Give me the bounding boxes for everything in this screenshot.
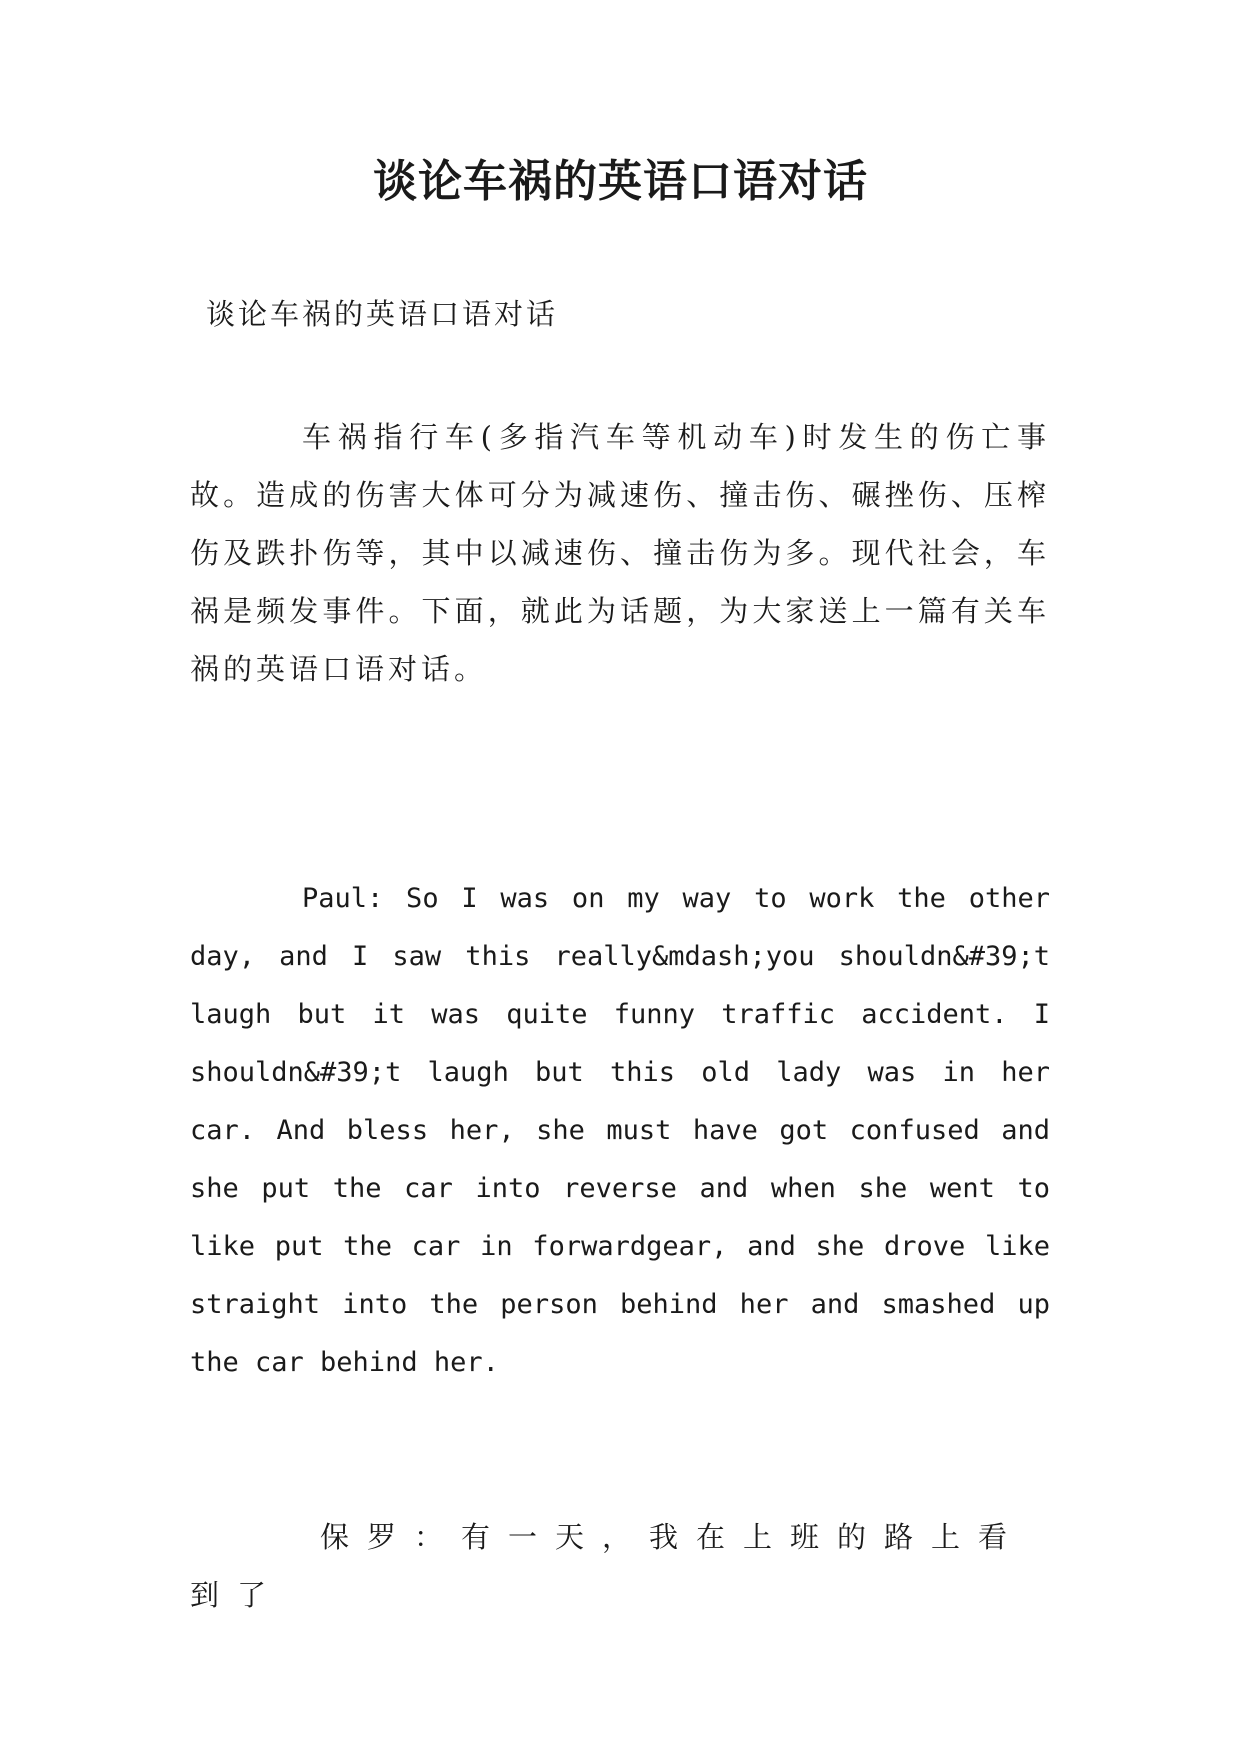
english-dialogue-paragraph: Paul: So I was on my way to work the other day, and I saw this really&mdash;you shouldn&#39;t laugh but it was quite funny traffic accident. I shouldn&#39;t laugh but this old lady was in her car. And bless her, she must have got confused and she put the car into reverse and when she went to like put the car in forwardgear, and she drove like straight into the person behind her and smashed up the car behind her. xyxy=(190,883,1050,1378)
document-subtitle: 谈论车祸的英语口语对话 xyxy=(206,297,559,331)
chinese-dialogue-paragraph: 保罗：有一天，我在上班的路上看到了 xyxy=(190,1520,1026,1612)
document-title: 谈论车祸的英语口语对话 xyxy=(373,156,868,207)
intro-paragraph: 车祸指行车(多指汽车等机动车)时发生的伤亡事故。造成的伤害大体可分为减速伤、撞击伤、碾挫伤、压榨伤及跌扑伤等，其中以减速伤、撞击伤为多。现代社会，车祸是频发事件。下面，就此为话题，为大家送上一篇有关车祸的英语口语对话。 xyxy=(190,420,1050,686)
